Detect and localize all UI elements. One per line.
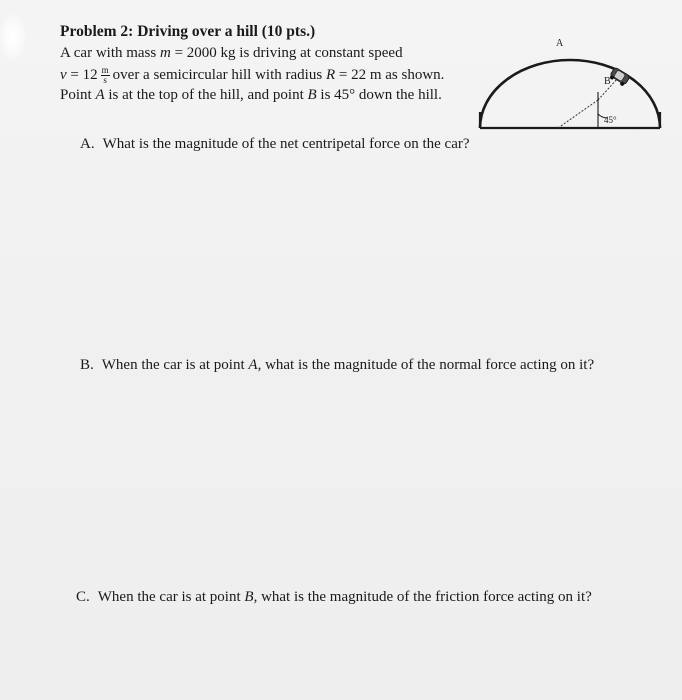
car-icon xyxy=(608,67,630,87)
speed-value: = 12 xyxy=(70,66,98,83)
angle-label: 45° xyxy=(604,115,617,125)
radius-value: = 22 m as shown. xyxy=(338,66,445,83)
point-b-label: B xyxy=(604,76,611,87)
question-c xyxy=(76,589,592,606)
question-b-text-post: , what is the magnitude of the normal force acting on it? xyxy=(257,357,595,373)
line2-rest: over a semicircular hill with radius xyxy=(112,66,323,83)
point-a-symbol: A xyxy=(95,87,105,103)
line3-middle: is at the top of the hill, and point xyxy=(108,87,304,103)
question-c-point: B xyxy=(244,589,254,605)
line3-suffix: is 45° down the hill. xyxy=(320,87,442,103)
hill-diagram xyxy=(470,34,670,134)
unit-denominator: s xyxy=(103,75,107,85)
question-b-text-pre: When the car is at point xyxy=(101,357,245,373)
radius-line-left xyxy=(558,100,598,128)
problem-line-2 xyxy=(60,66,444,85)
question-a-letter: A. xyxy=(80,136,95,152)
speed-unit-fraction xyxy=(101,66,110,85)
hill-diagram-svg xyxy=(470,34,670,134)
mass-value: = 2000 kg is driving at constant speed xyxy=(174,45,403,61)
point-b-symbol: B xyxy=(307,87,317,103)
question-c-text-post: , what is the magnitude of the friction force acting on it? xyxy=(253,589,592,605)
line1-prefix: A car with mass xyxy=(60,45,157,61)
hill-arc xyxy=(480,60,660,128)
unit-numerator: m xyxy=(101,65,109,75)
question-b xyxy=(80,357,594,374)
question-b-letter: B. xyxy=(80,357,94,373)
problem-title: Problem 2: Driving over a hill (10 pts.) xyxy=(60,23,316,40)
question-b-point: A xyxy=(248,357,258,373)
radius-symbol: R xyxy=(325,66,336,83)
question-a-text: What is the magnitude of the net centripetal force on the car? xyxy=(102,136,470,152)
question-c-letter: C. xyxy=(76,589,90,605)
problem-line-1 xyxy=(60,45,403,62)
speed-symbol: v xyxy=(60,66,67,83)
point-a-label: A xyxy=(556,38,564,49)
mass-symbol: m xyxy=(159,45,171,61)
problem-line-3 xyxy=(60,87,442,104)
question-a xyxy=(80,136,470,153)
camera-glare xyxy=(0,14,26,60)
question-c-text-pre: When the car is at point xyxy=(97,589,241,605)
line3-prefix: Point xyxy=(60,87,92,103)
